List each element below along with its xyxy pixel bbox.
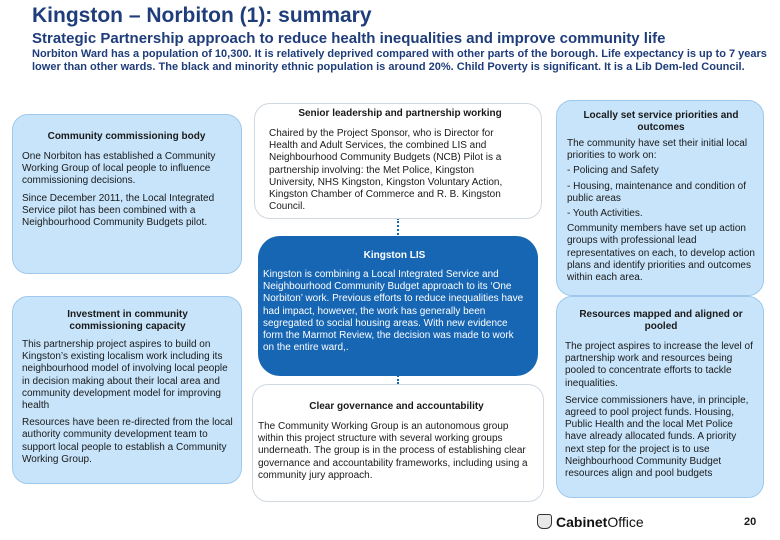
senior-leadership-title: Senior leadership and partnership working — [298, 108, 502, 119]
clear-governance-box — [252, 384, 544, 502]
investment-title: Investment in community commissioning capacity — [67, 309, 188, 332]
local-priority-item: - Policing and Safety — [567, 165, 659, 177]
local-priorities-outro: Community members have set up action groups with professional lead representatives on each, to develop action plans and identify priorities and outcomes within each area. — [567, 223, 755, 284]
local-priorities-intro: The community have set their initial local priorities to work on: — [567, 138, 748, 162]
local-priorities-title: Locally set service priorities and outcomes — [583, 110, 739, 133]
page-subtitle: Strategic Partnership approach to reduce health inequalities and improve community life — [32, 30, 666, 47]
senior-leadership-text: Chaired by the Project Sponsor, who is Director for Health and Adult Services, the combined LIS and Neighbourhood Community Budgets (NCB) Pilot is a partnership involving: the Met Police, Kingston University, NHS Kingston, Kingston Voluntary Action, Kingston Chamber of Commerce and R. B. Kingston Council. — [269, 128, 503, 213]
clear-governance-title: Clear governance and accountability — [309, 401, 484, 412]
investment-box — [12, 296, 242, 484]
local-priority-item: - Housing, maintenance and condition of public areas — [567, 180, 747, 204]
investment-para-1: This partnership project aspires to build on Kingston’s existing localism work including its neighbourhood model of involving local people in decision making about their local area and community development model for improving health — [22, 339, 228, 412]
community-commissioning-box — [12, 114, 242, 274]
community-commissioning-para-1: One Norbiton has established a Community Working Group of local people to influence commissioning decisions. — [22, 151, 216, 187]
resources-para-1: The project aspires to increase the level of partnership work and resources being pooled to concentrate efforts to tackle inequalities. — [565, 341, 753, 389]
kingston-lis-text: Kingston is combining a Local Integrated Service and Neighbourhood Community Budget approach to its ‘One Norbiton’ work. Previous efforts to reduce inequalities have had impact, however, the work has generally been segregated to social housing areas. With new evidence form the Marmot Review, the decision was made to work on the entire ward,. — [263, 269, 524, 354]
crest-icon — [537, 514, 552, 529]
logo-regular-text: Office — [607, 514, 644, 530]
resources-box — [556, 296, 764, 498]
community-commissioning-para-2: Since December 2011, the Local Integrated Service pilot has been combined with a Neighbourhood Community Budgets pilot. — [22, 192, 215, 229]
page-title: Kingston – Norbiton (1): summary — [32, 4, 372, 27]
connector-top — [397, 218, 399, 238]
page-number: 20 — [744, 516, 757, 528]
senior-leadership-box — [254, 103, 542, 219]
kingston-lis-box — [258, 236, 538, 376]
investment-para-2: Resources have been re-directed from the local authority community development team to support local people to establish a Community Working Group. — [22, 417, 233, 465]
local-priority-item: - Youth Activities. — [567, 208, 643, 220]
cabinet-office-logo — [537, 514, 644, 530]
clear-governance-text: The Community Working Group is an autonomous group within this project structure with several working groups underneath. The group is in the process of establishing clear governance and accountability frameworks, including using a community jury approach. — [258, 421, 528, 481]
logo-bold-text: Cabinet — [556, 514, 608, 530]
intro-text: Norbiton Ward has a population of 10,300. It is relatively deprived compared with other parts of the borough. Life expectancy is up to 7 years lower than other wards. The black and minority ethnic population is around 20%. Child Poverty is significant. It is a Lib Dem-led Council. — [32, 48, 767, 73]
resources-para-2: Service commissioners have, in principle, agreed to pool project funds. Housing, Public Health and the local Met Police have already allocated funds. A priority next step for the project is to use Neighbourhood Community Budget resources align and pool budgets — [565, 394, 749, 480]
local-priorities-box — [556, 100, 764, 296]
resources-title: Resources mapped and aligned or pooled — [579, 309, 743, 332]
kingston-lis-title: Kingston LIS — [363, 250, 426, 261]
community-commissioning-title: Community commissioning body — [47, 131, 206, 142]
